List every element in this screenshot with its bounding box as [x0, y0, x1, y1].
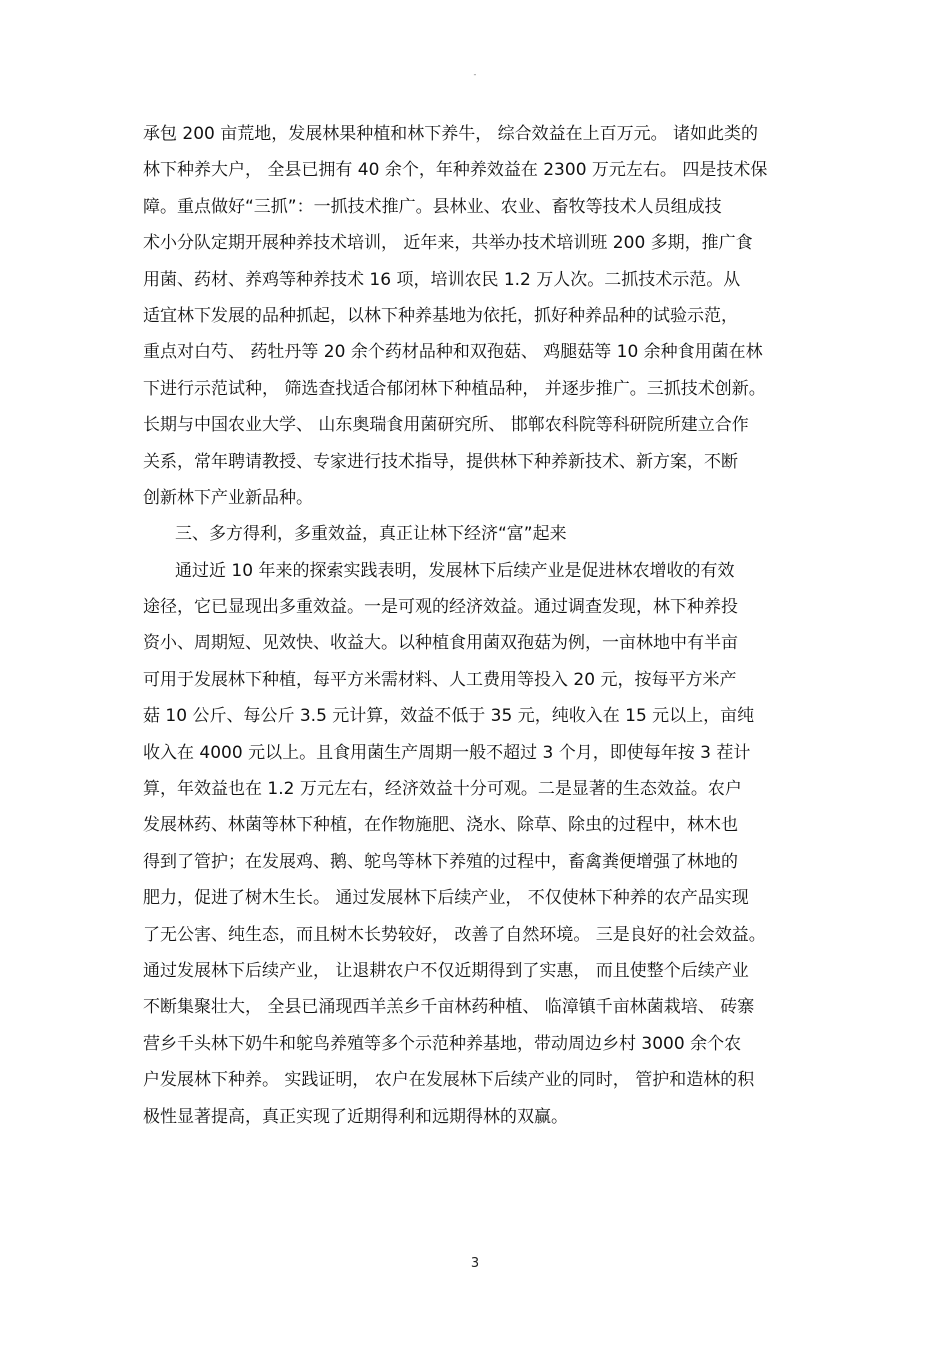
text-line: 收入在 4000 元以上。且食用菌生产周期一般不超过 3 个月，即使每年按 3 茬计 — [143, 742, 751, 763]
text-line: 承包 200 亩荒地，发展林果种植和林下养牛， 综合效益在上百万元。 诸如此类的 — [143, 124, 759, 144]
text-line: 资小、周期短、见效快、收益大。以种植食用菌双孢菇为例，一亩林地中有半亩 — [143, 633, 738, 654]
text-line: 重点对白芍、 药牡丹等 20 余个药材品种和双孢菇、 鸡腿菇等 10 余种食用菌在林 — [143, 342, 763, 363]
text-line: 户发展林下种养。 实践证明， 农户在发展林下后续产业的同时， 管护和造林的积 — [143, 1070, 755, 1091]
text-line: 障。重点做好“三抓”：一抓技术推广。县林业、农业、畜牧等技术人员组成技 — [143, 196, 722, 217]
text-line: 发展林药、林菌等林下种植，在作物施肥、浇水、除草、除虫的过程中，林木也 — [143, 815, 738, 836]
page-number: 3 — [470, 1256, 480, 1271]
text-line: 算，年效益也在 1.2 万元左右，经济效益十分可观。二是显著的生态效益。农户 — [143, 779, 742, 800]
text-line: 得到了管护；在发展鸡、鹅、鸵鸟等林下养殖的过程中，畜禽粪便增强了林地的 — [143, 851, 738, 872]
text-line: 营乡千头林下奶牛和鸵鸟养殖等多个示范种养基地，带动周边乡村 3000 余个农 — [143, 1033, 742, 1054]
text-line: 长期与中国农业大学、 山东奥瑞食用菌研究所、 邯郸农科院等科研院所建立合作 — [143, 415, 749, 436]
text-line: 可用于发展林下种植，每平方米需材料、人工费用等投入 20 元，按每平方米产 — [143, 669, 737, 690]
text-line: 了无公害、纯生态，而且树木长势较好， 改善了自然环境。 三是良好的社会效益。 — [143, 924, 766, 945]
text-line: 关系，常年聘请教授、专家进行技术指导，提供林下种养新技术、新方案，不断 — [143, 451, 738, 472]
text-line: 极性显著提高，真正实现了近期得利和远期得林的双赢。 — [143, 1106, 568, 1127]
header-mark: - — [473, 70, 477, 79]
body-text — [143, 116, 843, 1135]
text-line: 肥力，促进了树木生长。 通过发展林下后续产业， 不仅使林下种养的农产品实现 — [143, 888, 749, 909]
text-line: 术小分队定期开展种养技术培训， 近年来，共举办技术培训班 200 多期，推广食 — [143, 233, 753, 254]
section-heading: 三、多方得利，多重效益，真正让林下经济“富”起来 — [175, 524, 567, 545]
text-line: 不断集聚壮大， 全县已涌现西羊羔乡千亩林药种植、 临漳镇千亩林菌栽培、 砖寨 — [143, 997, 755, 1018]
text-line: 用菌、药材、养鸡等种养技术 16 项，培训农民 1.2 万人次。二抓技术示范。从 — [143, 269, 741, 290]
text-line: 适宜林下发展的品种抓起，以林下种养基地为依托，抓好种养品种的试验示范， — [143, 305, 738, 326]
text-line: 林下种养大户， 全县已拥有 40 余个，年种养效益在 2300 万元左右。 四是技术保 — [143, 160, 768, 181]
text-line: 通过发展林下后续产业， 让退耕农户不仅近期得到了实惠， 而且使整个后续产业 — [143, 960, 749, 981]
text-line: 创新林下产业新品种。 — [143, 487, 313, 508]
text-line: 途径，它已显现出多重效益。一是可观的经济效益。通过调查发现，林下种养投 — [143, 597, 738, 618]
text-line: 通过近 10 年来的探索实践表明，发展林下后续产业是促进林农增收的有效 — [175, 560, 735, 581]
text-line: 下进行示范试种， 筛选查找适合郁闭林下种植品种， 并逐步推广。三抓技术创新。 — [143, 378, 766, 399]
text-line: 菇 10 公斤、每公斤 3.5 元计算，效益不低于 35 元，纯收入在 15 元以上，亩纯 — [143, 706, 755, 727]
